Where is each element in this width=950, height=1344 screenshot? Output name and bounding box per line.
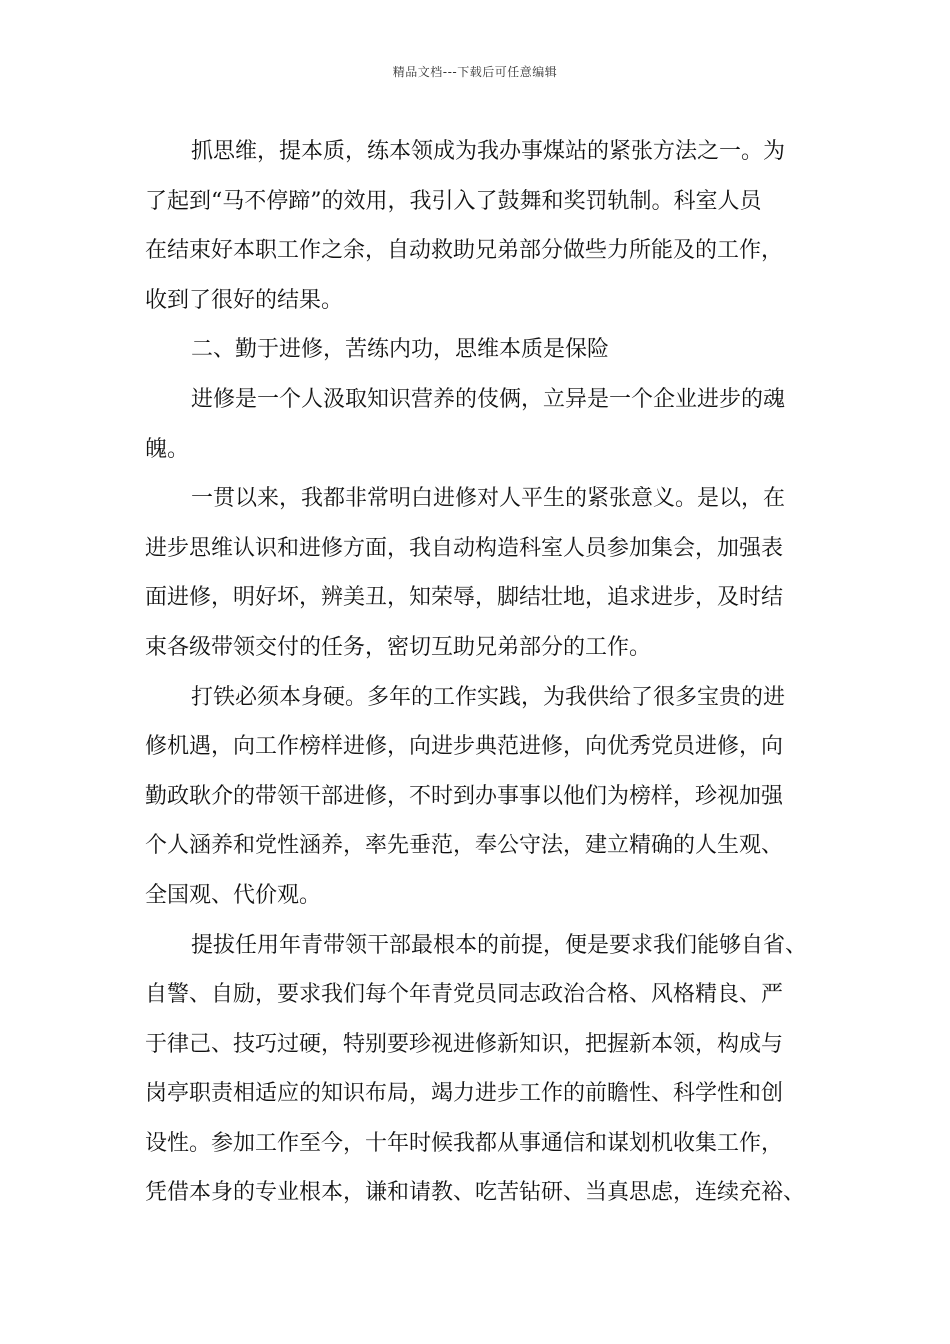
text-line: 进步思维认识和进修方面，我自动构造科室人员参加集会，加强表 (145, 535, 784, 561)
text-line: 收到了很好的结果。 (145, 287, 344, 313)
text-line: 提拔任用年青带领干部最根本的前提，便是要求我们能够自省、 (191, 932, 808, 958)
text-line: 于律己、技巧过硬，特别要珍视进修新知识，把握新本领，构成与 (145, 1031, 784, 1057)
text-line: 个人涵养和党性涵养，率先垂范，奉公守法，建立精确的人生观、 (145, 833, 784, 859)
text-line: 打铁必须本身硬。多年的工作实践，为我供给了很多宝贵的进 (191, 684, 786, 710)
text-line: 全国观、代价观。 (145, 882, 322, 908)
text-line: 自警、自励，要求我们每个年青党员同志政治合格、风格精良、严 (145, 982, 784, 1008)
section-heading: 二、勤于进修，苦练内功，思维本质是保险 (191, 337, 610, 363)
text-line: 抓思维，提本质，练本领成为我办事煤站的紧张方法之一。为 (191, 139, 786, 164)
page-header: 精品文档---下载后可任意编辑 (392, 65, 558, 79)
text-line: 魄。 (145, 436, 190, 462)
document-body (145, 127, 825, 1218)
text-line: 一贯以来，我都非常明白进修对人平生的紧张意义。是以，在 (191, 486, 786, 512)
text-line: 设性。参加工作至今，十年时候我都从事通信和谋划机收集工作， (145, 1130, 784, 1156)
text-line: 勤政耿介的带领干部进修，不时到办事事以他们为榜样，珍视加强 (145, 783, 784, 809)
text-line: 在结束好本职工作之余，自动救助兄弟部分做些力所能及的工作， (145, 238, 784, 264)
text-line: 面进修，明好坏，辨美丑，知荣辱，脚结壮地，追求进步，及时结 (145, 585, 784, 611)
text-line: 修机遇，向工作榜样进修，向进步典范进修，向优秀党员进修，向 (145, 734, 784, 760)
text-line: 凭借本身的专业根本，谦和请教、吃苦钻研、当真思虑，连续充裕、 (145, 1180, 806, 1206)
text-line: 进修是一个人汲取知识营养的伎俩，立异是一个企业进步的魂 (191, 386, 786, 412)
text-line: 束各级带领交付的任务，密切互助兄弟部分的工作。 (145, 634, 652, 660)
text-line: 岗亭职责相适应的知识布局，竭力进步工作的前瞻性、科学性和创 (145, 1081, 784, 1107)
text-line: 了起到“马不停蹄”的效用，我引入了鼓舞和奖罚轨制。科室人员 (145, 188, 762, 214)
